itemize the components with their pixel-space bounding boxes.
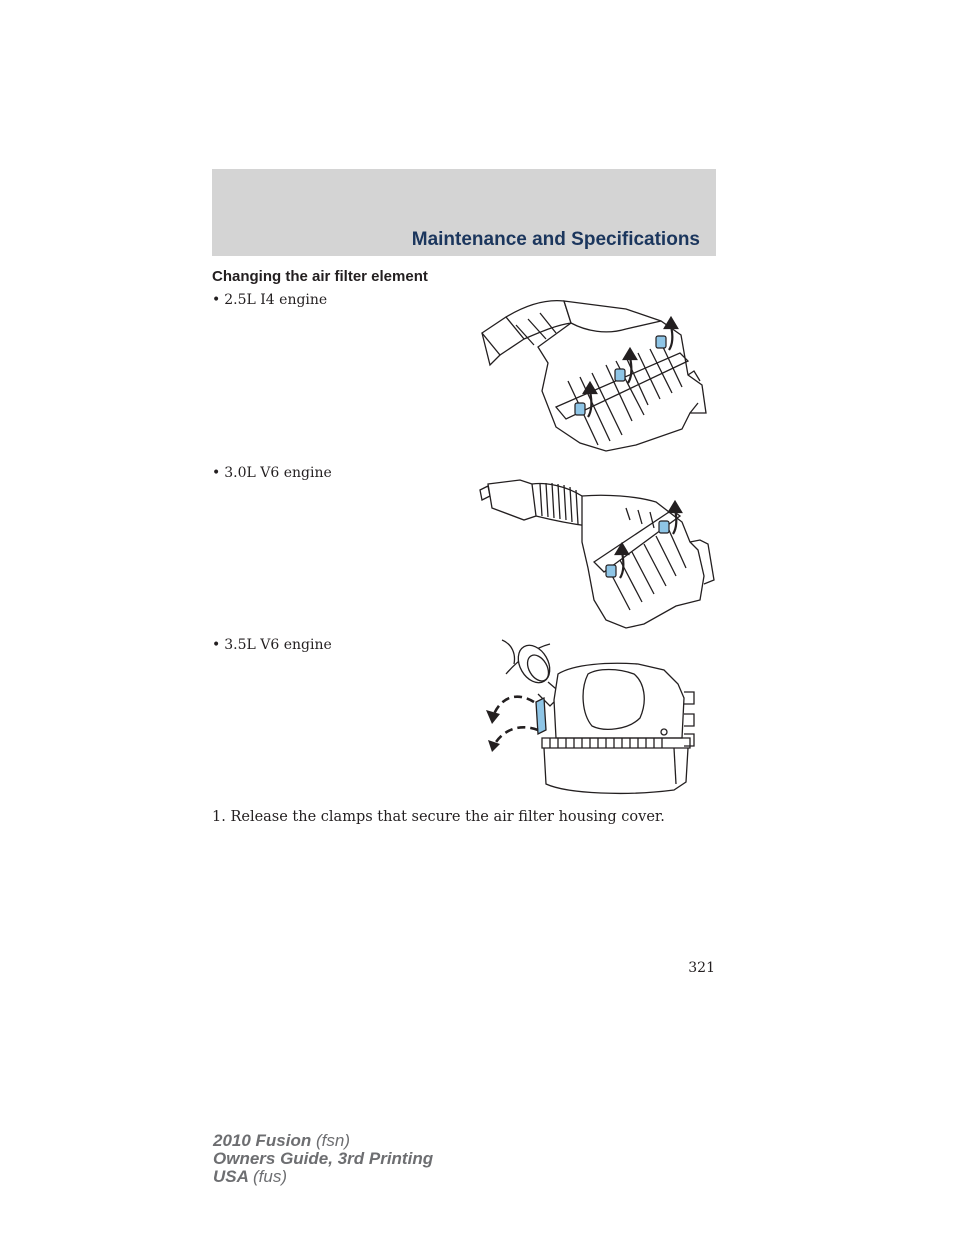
footer-model-code: (fsn)	[316, 1131, 350, 1150]
footer-line-2: Owners Guide, 3rd Printing	[213, 1149, 434, 1168]
bullet-dot: •	[212, 465, 221, 481]
bullet-dot: •	[212, 292, 221, 308]
footer-line-3	[213, 1168, 433, 1186]
footer-market: USA	[213, 1167, 249, 1186]
footer-model: 2010 Fusion	[213, 1131, 312, 1150]
air-filter-3-0l-illustration	[476, 472, 716, 630]
footer-line-1	[213, 1132, 433, 1150]
page-number: 321	[688, 960, 715, 976]
section-heading: Changing the air filter element	[212, 268, 428, 285]
engine-bullet-2-5l	[212, 292, 327, 308]
document-footer	[213, 1132, 433, 1186]
engine-label: 3.5L V6 engine	[224, 637, 332, 653]
bullet-dot: •	[212, 637, 221, 653]
engine-bullet-3-0l	[212, 465, 332, 481]
page-title: Maintenance and Specifications	[411, 229, 700, 250]
engine-bullet-3-5l	[212, 637, 332, 653]
engine-label: 2.5L I4 engine	[224, 292, 328, 308]
header-band	[212, 169, 716, 256]
engine-label: 3.0L V6 engine	[224, 465, 332, 481]
air-filter-3-5l-illustration	[478, 634, 714, 800]
air-filter-2-5l-illustration	[476, 295, 716, 457]
step-1-text: 1. Release the clamps that secure the air filter housing cover.	[212, 809, 665, 825]
footer-market-code: (fus)	[253, 1167, 287, 1186]
